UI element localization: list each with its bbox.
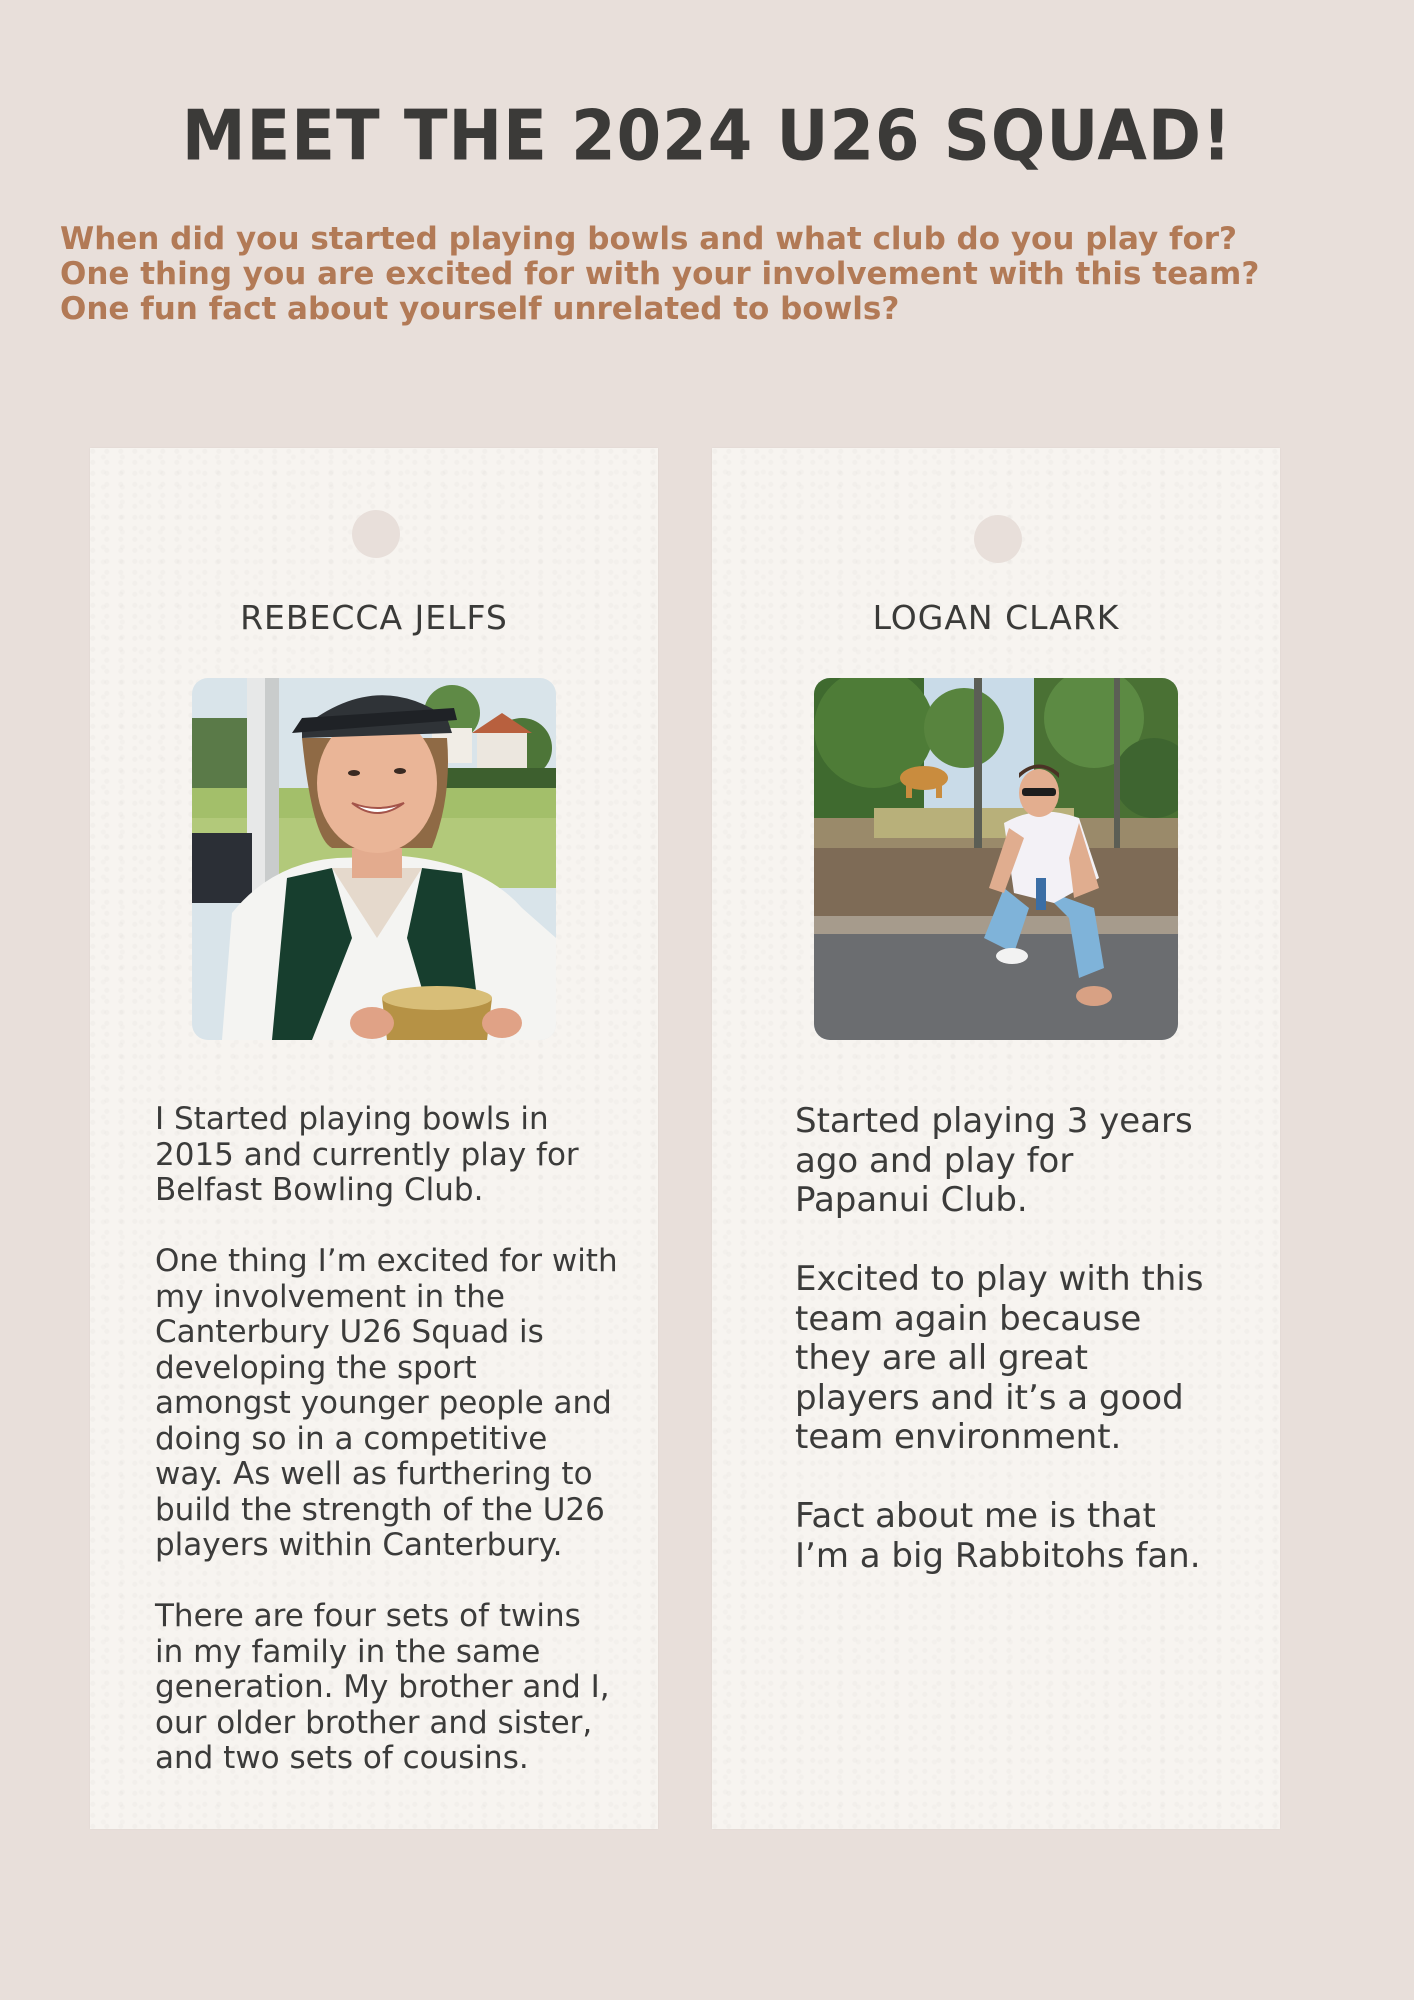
bio-line: team environment. [795, 1417, 1122, 1457]
player-bio [795, 1102, 1265, 1576]
page-title: MEET THE 2024 U26 SQUAD! [181, 97, 1233, 177]
bio-line: our older brother and sister, [155, 1704, 593, 1741]
player-photo-rebecca [192, 678, 556, 1040]
bio-paragraph-1 [155, 1102, 645, 1209]
bio-line: Canterbury U26 Squad is [155, 1314, 544, 1350]
player-card-logan [712, 448, 1280, 1829]
player-photo-logan [814, 678, 1178, 1040]
bio-paragraph-2 [795, 1260, 1265, 1458]
player-photo [814, 678, 1178, 1040]
player-name: LOGAN CLARK [872, 598, 1120, 637]
bio-paragraph-3 [795, 1497, 1265, 1576]
bio-line: Belfast Bowling Club. [155, 1172, 484, 1208]
bio-line: Started playing 3 years [795, 1101, 1193, 1141]
tag-hole [352, 510, 400, 558]
questions-block [60, 222, 1400, 327]
bio-line: I’m a big Rabbitohs fan. [795, 1535, 1201, 1576]
bio-line: I Started playing bowls in [155, 1101, 549, 1137]
player-card-rebecca [90, 448, 658, 1829]
bio-line: players within Canterbury. [155, 1527, 563, 1563]
bio-line: build the strength of the U26 [155, 1491, 605, 1528]
bio-line: There are four sets of twins [155, 1598, 581, 1634]
bio-line: Fact about me is that [795, 1496, 1156, 1536]
bio-line: players and it’s a good [795, 1377, 1184, 1418]
bio-line: One thing I’m excited for with [155, 1243, 618, 1279]
bio-line: Papanui Club. [795, 1180, 1028, 1220]
bio-line: amongst younger people and [155, 1385, 612, 1421]
question-1: When did you started playing bowls and what club do you play for? [60, 221, 1238, 257]
bio-line: and two sets of cousins. [155, 1740, 529, 1776]
player-bio [155, 1102, 645, 1777]
bio-paragraph-1 [795, 1102, 1265, 1221]
question-2: One thing you are excited for with your involvement with this team? [60, 256, 1260, 292]
bio-line: doing so in a competitive [155, 1420, 548, 1457]
bio-line: way. As well as furthering to [155, 1456, 593, 1492]
question-3: One fun fact about yourself unrelated to bowls? [60, 291, 900, 327]
bio-line: ago and play for [795, 1140, 1074, 1181]
bio-line: in my family in the same [155, 1633, 541, 1670]
player-photo [192, 678, 556, 1040]
bio-line: my involvement in the [155, 1278, 505, 1315]
player-name: REBECCA JELFS [240, 598, 508, 637]
bio-line: 2015 and currently play for [155, 1136, 579, 1173]
bio-line: team again because [795, 1298, 1142, 1339]
tag-hole [974, 515, 1022, 563]
bio-line: Excited to play with this [795, 1259, 1204, 1299]
bio-line: generation. My brother and I, [155, 1669, 610, 1705]
bio-paragraph-2 [155, 1244, 645, 1564]
bio-line: developing the sport [155, 1349, 477, 1386]
bio-paragraph-3 [155, 1599, 645, 1777]
bio-line: they are all great [795, 1338, 1088, 1378]
